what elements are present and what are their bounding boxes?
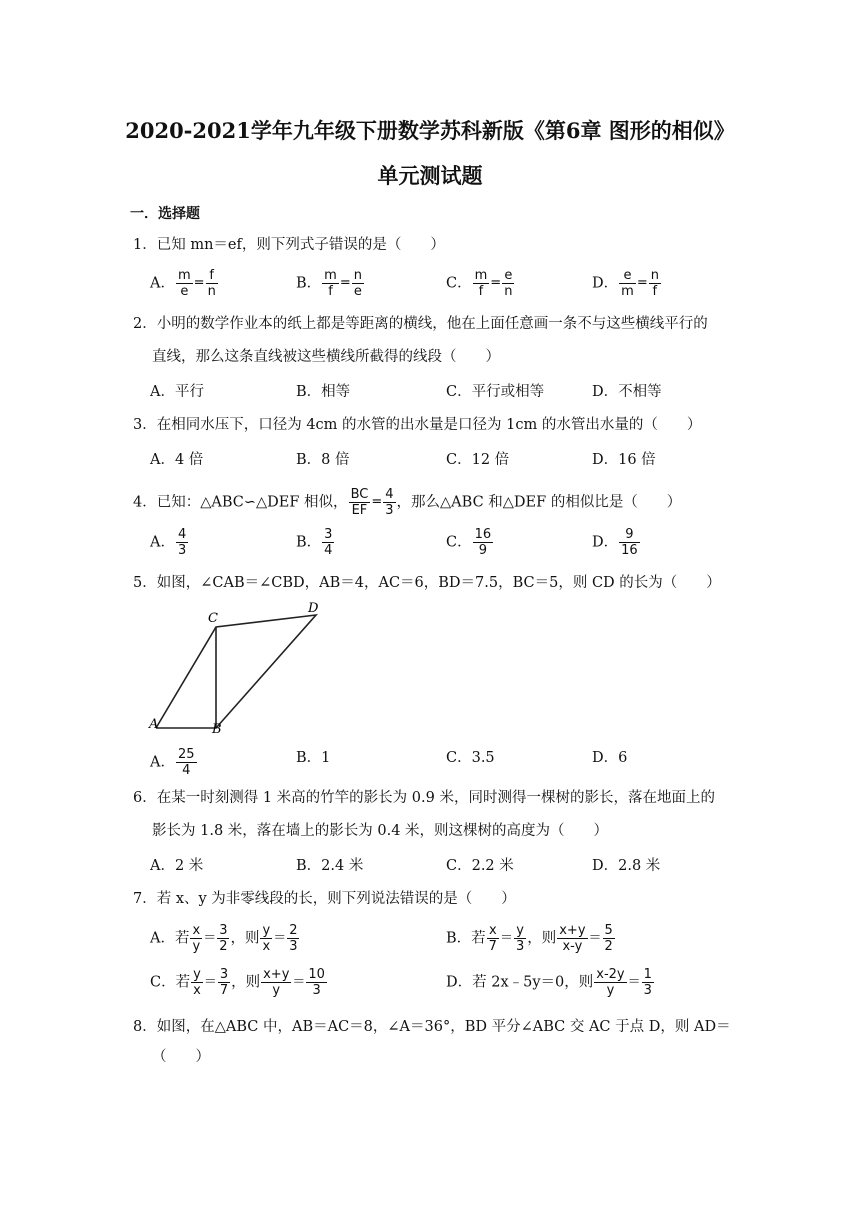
- q5-option-b: B．1: [296, 750, 331, 766]
- section-heading: 一．选择题: [130, 206, 200, 222]
- q3-option-c: C．12 倍: [446, 452, 510, 468]
- q1-option-c: C． $\frac{m}{f}$ = $\frac{e}{n}$: [446, 268, 513, 299]
- q5-label-c: C: [208, 611, 218, 626]
- q7-option-d: D．若 2x﹣5y＝0，则 $\frac{x-2y}{y}$ ＝ $\frac{1}{3}$: [446, 967, 652, 998]
- question-2-stem-line1: 2．小明的数学作业本的纸上都是等距离的横线，他在上面任意画一条不与这些横线平行的: [133, 316, 708, 332]
- question-2-stem-line2: 直线，那么这条直线被这些横线所截得的线段（ ）: [152, 349, 500, 365]
- q5-option-d: D．6: [592, 750, 628, 766]
- q4-option-a: A． $\frac{4}{3}$: [150, 527, 187, 558]
- question-8-stem-line2: （ ）: [152, 1049, 210, 1065]
- q6-option-b: B．2.4 米: [296, 858, 364, 874]
- page-subtitle: 单元测试题: [377, 163, 483, 188]
- question-1-stem: 1．已知 mn＝ef，则下列式子错误的是（ ）: [133, 237, 445, 253]
- q5-label-a: A: [149, 717, 159, 732]
- q2-option-a: A．平行: [150, 384, 204, 400]
- q4-option-d: D． $\frac{9}{16}$: [592, 527, 638, 558]
- question-3-stem: 3．在相同水压下，口径为 4cm 的水管的出水量是口径为 1cm 的水管出水量的（ ）: [133, 417, 702, 433]
- q5-figure: [146, 600, 326, 735]
- q7-option-c: C．若 $\frac{y}{x}$ ＝ $\frac{3}{7}$ ，则 $\frac{x+y}{y}$ ＝ $\frac{10}{3}$: [150, 967, 325, 998]
- q4-option-c: C． $\frac{16}{9}$: [446, 527, 492, 558]
- q3-option-b: B．8 倍: [296, 452, 350, 468]
- q1-option-b: B． $\frac{m}{f}$ = $\frac{n}{e}$: [296, 268, 362, 299]
- page-title: 2020-2021学年九年级下册数学苏科新版《第6章 图形的相似》: [125, 118, 735, 143]
- q6-option-c: C．2.2 米: [446, 858, 514, 874]
- q6-option-d: D．2.8 米: [592, 858, 661, 874]
- question-5-stem: 5．如图，∠CAB＝∠CBD，AB＝4，AC＝6，BD＝7.5，BC＝5，则 CD 的长为（ ）: [133, 575, 721, 591]
- q7-option-b: B．若 $\frac{x}{7}$ ＝ $\frac{y}{3}$ ，则 $\frac{x+y}{x-y}$ ＝ $\frac{5}{2}$: [446, 923, 613, 954]
- q5-option-a: A． $\frac{25}{4}$: [150, 747, 195, 778]
- question-6-stem-line1: 6．在某一时刻测得 1 米高的竹竿的影长为 0.9 米，同时测得一棵树的影长，落在地面上的: [133, 790, 715, 806]
- q2-option-d: D．不相等: [592, 384, 662, 400]
- question-7-stem: 7．若 x、y 为非零线段的长，则下列说法错误的是（ ）: [133, 891, 516, 907]
- q2-option-c: C．平行或相等: [446, 384, 545, 400]
- q5-figure-lines: [156, 615, 316, 728]
- q7-option-a: A．若 $\frac{x}{y}$ ＝ $\frac{3}{2}$ ，则 $\frac{y}{x}$ ＝ $\frac{2}{3}$: [150, 923, 298, 954]
- q5-option-c: C．3.5: [446, 750, 495, 766]
- q1-option-a: A． $\frac{m}{e}$ = $\frac{f}{n}$: [150, 268, 216, 299]
- question-8-stem-line1: 8．如图，在△ABC 中，AB＝AC＝8，∠A＝36°，BD 平分∠ABC 交 AC 于点 D，则 AD＝: [133, 1019, 731, 1035]
- question-6-stem-line2: 影长为 1.8 米，落在墙上的影长为 0.4 米，则这棵树的高度为（ ）: [152, 823, 609, 839]
- q5-label-b: B: [212, 722, 222, 735]
- q5-label-d: D: [308, 601, 319, 616]
- q3-option-a: A．4 倍: [150, 452, 204, 468]
- q6-option-a: A．2 米: [150, 858, 204, 874]
- q2-option-b: B．相等: [296, 384, 351, 400]
- question-4-stem: 4．已知：△ABC∽△DEF 相似， $\frac{BC}{EF}$ = $\frac{4}{3}$ ，那么△ABC 和△DEF 的相似比是（ ）: [133, 487, 682, 518]
- q1-option-d: D． $\frac{e}{m}$ = $\frac{n}{f}$: [592, 268, 659, 299]
- q3-option-d: D．16 倍: [592, 452, 656, 468]
- q4-option-b: B． $\frac{3}{4}$: [296, 527, 333, 558]
